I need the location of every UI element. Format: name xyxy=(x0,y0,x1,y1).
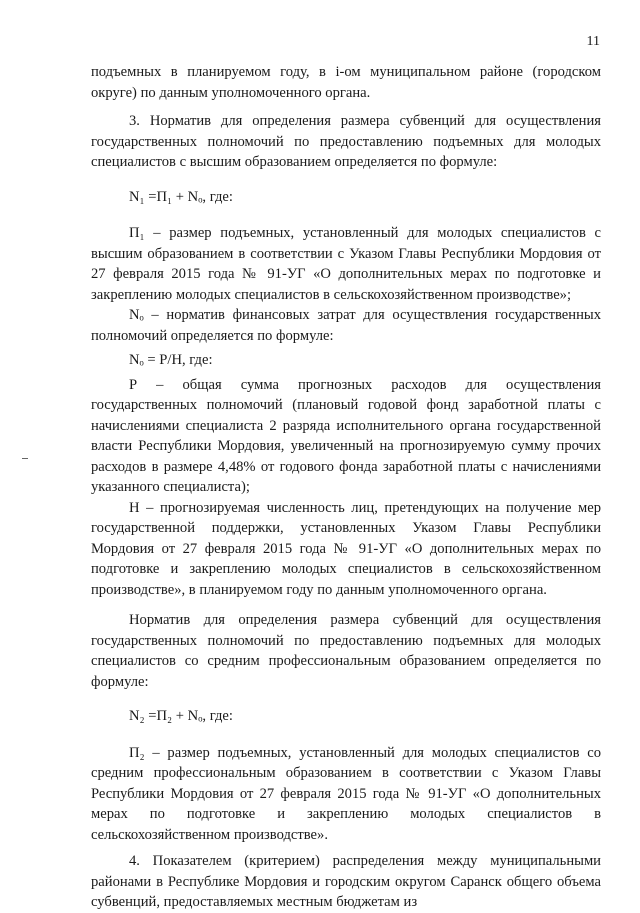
definition-p: Р – общая сумма прогнозных расходов для осуществления государственных полномочий (плановый годовой фонд заработной платы с начислениями специалиста 2 разряда исполнительного органа государственной власти Республики Мордовия, увеличенный на прогнозируемую сумму прочих расходов в размере 4,48% от годового фонда заработной платы с начислениями указанного специалиста); xyxy=(91,376,601,495)
paragraph-4-criterion: 4. Показателем (критерием) распределения между муниципальными районами в Республике Мордовия и городским округом Саранск общего объема субвенций, предоставляемых местным бюджетам из xyxy=(91,853,601,910)
document-body xyxy=(91,62,601,913)
formula-n1: N₁ =П₁ + Nₒ, где: xyxy=(129,188,233,205)
margin-mark xyxy=(22,458,28,459)
paragraph-3-norm-higher: 3. Норматив для определения размера субвенций для осуществления государственных полномочий по предоставлению подъемных для молодых специалистов с высшим образованием определяется по формуле: xyxy=(91,113,601,170)
definition-p1: П₁ – размер подъемных, установленный для молодых специалистов с высшим образованием в соответствии с Указом Главы Республики Мордовия от 27 февраля 2015 года № 91-УГ «О дополнительных мерах по подготовке и закреплению молодых специалистов в сельскохозяйственном производстве»; xyxy=(91,225,601,303)
page-number: 11 xyxy=(586,34,600,49)
formula-no: Nₒ = Р/Н, где: xyxy=(129,352,213,368)
definition-n: Н – прогнозируемая численность лиц, претендующих на получение мер государственной поддержки, установленных Указом Главы Республики Мордовия от 27 февраля 2015 года № 91-УГ «О дополнительных мерах по подготовке и закреплению молодых специалистов в сельскохозяйственном производстве», в планируемом году по данным уполномоченного органа. xyxy=(91,499,601,598)
paragraph-continuation: подъемных в планируемом году, в i-ом муниципальном районе (городском округе) по данным уполномоченного органа. xyxy=(91,64,601,101)
definition-p2: П₂ – размер подъемных, установленный для молодых специалистов со средним профессиональным образованием в соответствии с Указом Главы Республики Мордовия от 27 февраля 2015 года № 91-УГ «О дополнительных мерах по подготовке и закреплению молодых специалистов в сельскохозяйственном производстве». xyxy=(91,744,601,843)
paragraph-norm-secondary: Норматив для определения размера субвенций для осуществления государственных полномочий по предоставлению подъемных для молодых специалистов со средним профессиональным образованием определяется по формуле: xyxy=(91,612,601,690)
definition-no: Nₒ – норматив финансовых затрат для осуществления государственных полномочий определяется по формуле: xyxy=(91,307,601,344)
formula-n2: N₂ =П₂ + Nₒ, где: xyxy=(129,708,233,724)
